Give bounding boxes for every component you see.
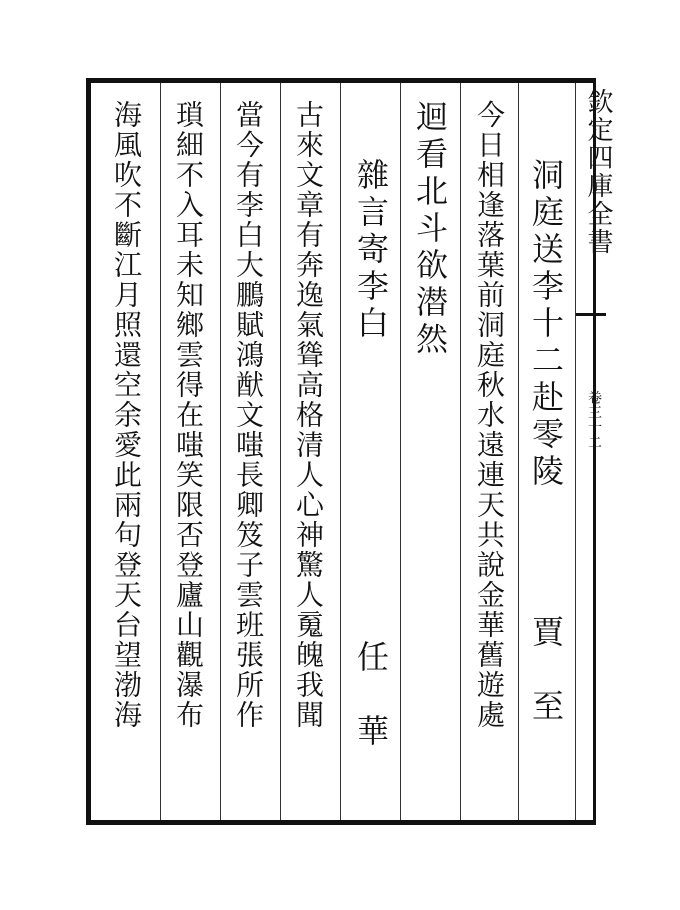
poem-line: 古來文章有奔逸氣聳高格清人心神驚人䰟魄我聞 [292,100,325,730]
column-divider [518,83,519,820]
poem-line: 迴看北斗欲潜然 [411,100,449,359]
column-divider [460,83,461,820]
frame-top-border [86,78,596,83]
column-divider [160,83,161,820]
margin-volume-label: 卷三十二 [586,390,602,450]
poem-title: 雜言寄李白 [352,158,390,343]
frame-left-border [86,78,91,825]
poem-line: 今日相逢落葉前洞庭秋水遠連天共說金華舊遊處 [473,100,506,730]
frame-bottom-border [86,820,596,825]
poem-author: 賈 至 [527,615,565,726]
poem-author: 任 華 [352,640,390,751]
poem-line: 海風吹不斷江月照還空余愛此兩句登天台望渤海 [110,100,143,730]
column-divider [400,83,401,820]
poem-line: 瑣細不入耳未知鄉雲得在嗤笑限否登廬山觀瀑布 [172,100,205,730]
margin-book-title: 欽定四庫全書 [583,88,613,256]
poem-title: 洞庭送李十二赴零陵 [527,158,565,491]
column-divider [280,83,281,820]
column-divider [340,83,341,820]
poem-line: 當今有李白大鵬賦鴻猷文嗤長卿笈子雲班張所作 [232,100,265,730]
column-divider [220,83,221,820]
